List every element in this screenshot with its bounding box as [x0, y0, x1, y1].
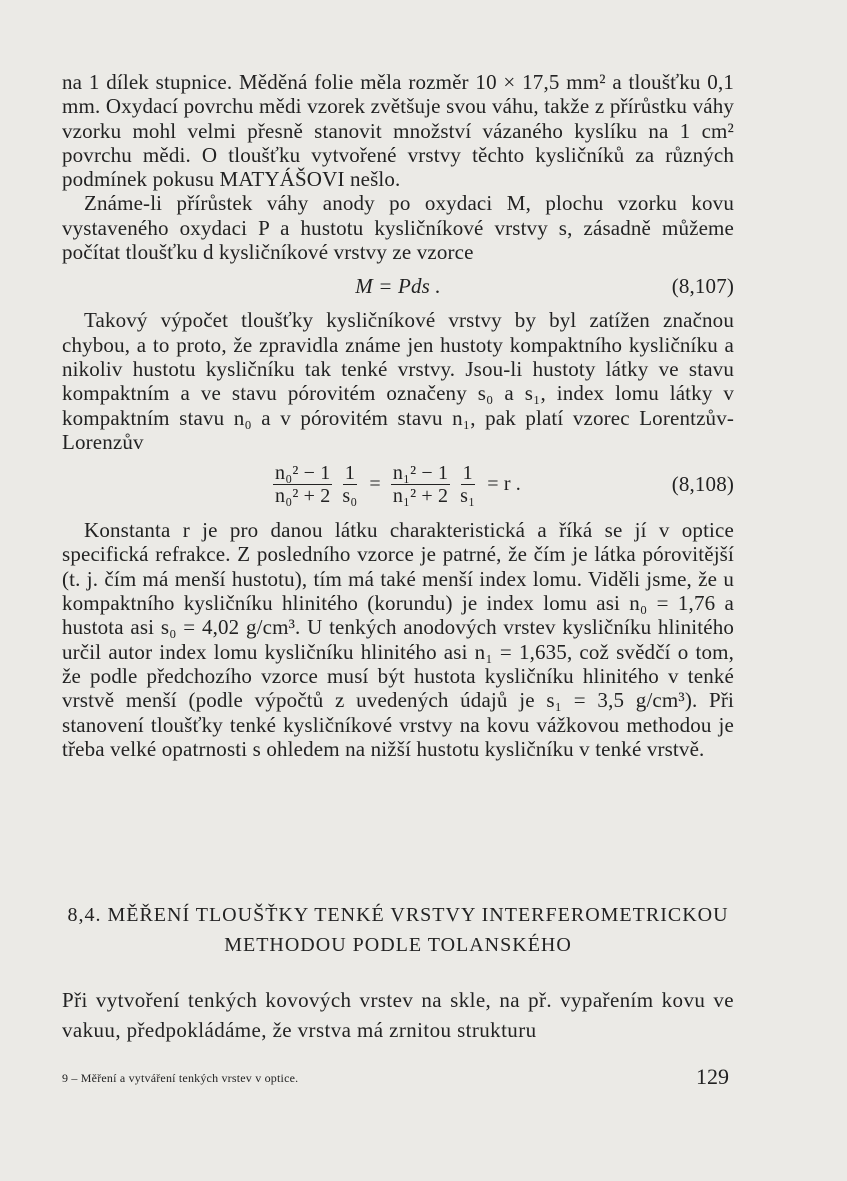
- equation-8-107-formula: M = Pds .: [355, 274, 441, 299]
- fraction-inv-s1-numerator: 1: [462, 461, 473, 484]
- paragraph-2: Známe-li přírůstek váhy anody po oxydaci M, plochu vzorku kovu vystaveného oxydaci P a hustotu kysličníkové vrstvy s, zásadně můžeme počítat tloušťku d kysličníkové vrstvy ze vzorce: [62, 191, 734, 265]
- fraction-n0-numerator: n₀² − 1: [275, 461, 331, 484]
- section-heading-line-1: 8,4. MĚŘENÍ TLOUŠŤKY TENKÉ VRSTVY INTERFEROMETRICKOU: [67, 904, 729, 926]
- fraction-inv-s1: [458, 462, 477, 507]
- fraction-n0: [273, 462, 332, 507]
- fraction-inv-s0-denominator: s₀: [342, 484, 358, 507]
- page-number: 129: [696, 1064, 729, 1089]
- equation-8-108: [62, 456, 734, 512]
- equation-8-107-number: (8,107): [671, 274, 734, 299]
- fraction-n1-denominator: n₁² + 2: [392, 484, 449, 507]
- section-heading: [62, 900, 734, 960]
- equals-sign: =: [369, 473, 381, 495]
- footer-signature-note: 9 – Měření a vytváření tenkých vrstev v optice.: [62, 1071, 299, 1085]
- body-text: [62, 70, 734, 761]
- equation-8-107: [62, 264, 734, 308]
- fraction-n0-denominator: n₀² + 2: [275, 484, 331, 507]
- paragraph-3: Takový výpočet tloušťky kysličníkové vrstvy by byl zatížen značnou chybou, a to proto, že zpravidla známe jen hustoty kompaktního kysličníku a nikoliv hustotu kysličníku tak tenké vrstvy. Jsou-li hustoty látky ve stavu kompaktním a ve stavu pórovitém označeny s₀ a s₁, index lomu látky v kompaktním stavu n₀ a v pórovitém stavu n₁, pak platí vzorec Lorentzův-Lorenzův: [62, 308, 734, 454]
- equation-8-108-rhs: = r .: [487, 473, 521, 495]
- fraction-inv-s0-numerator: 1: [344, 461, 355, 484]
- fraction-inv-s1-denominator: s₁: [460, 484, 476, 507]
- equation-8-108-number: (8,108): [671, 472, 734, 496]
- fraction-n1-numerator: n₁² − 1: [392, 461, 449, 484]
- fraction-n1: [391, 462, 450, 507]
- section-heading-line-2: METHODOU PODLE TOLANSKÉHO: [224, 934, 572, 956]
- paragraph-4: Konstanta r je pro danou látku charakteristická a říká se jí v optice specifická refrakce. Z posledního vzorce je patrné, že čím je látka pórovitější (t. j. čím má menší hustotu), tím má také menší index lomu. Viděli jsme, že u kompaktního kysličníku hlinitého (korundu) je index lomu asi n₀ = 1,76 a hustota asi s₀ = 4,02 g/cm³. U tenkých anodových vrstev kysličníku hlinitého určil autor index lomu kysličníku hlinitého asi n₁ = 1,635, což svědčí o tom, že podle předchozího vzorce musí být hustota kysličníku hlinitého v tenké vrstvě menší (podle výpočtů z uvedených údajů je s₁ = 3,5 g/cm³). Při stanovení tloušťky tenké kysličníkové vrstvy na kovu vážkovou methodou je třeba velké opatrnosti s ohledem na nižší hustotu kysličníku v tenké vrstvě.: [62, 518, 734, 761]
- paragraph-5: Při vytvoření tenkých kovových vrstev na skle, na př. vypařením kovu ve vakuu, předpokládáme, že vrstva má zrnitou strukturu: [62, 988, 734, 1042]
- paragraph-1: na 1 dílek stupnice. Měděná folie měla rozměr 10 × 17,5 mm² a tloušťku 0,1 mm. Oxydací povrchu mědi vzorek zvětšuje svou váhu, takže z přírůstku váhy vzorku mohl velmi přesně stanovit množství vázaného kyslíku na 1 cm² povrchu mědi. O tloušťku vytvořené vrstvy těchto kysličníků za různých podmínek pokusu MATYÁŠOVI nešlo.: [62, 70, 734, 192]
- fraction-inv-s0: [340, 462, 359, 507]
